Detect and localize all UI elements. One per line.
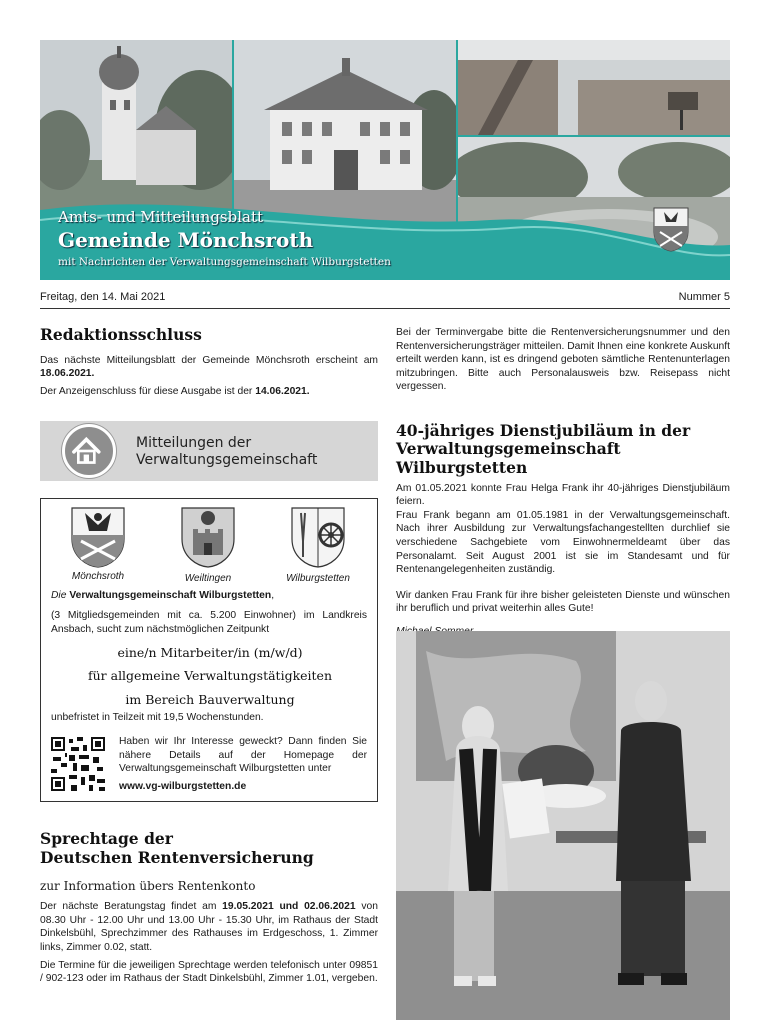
jubilaeum-paragraph-3: Wir danken Frau Frank für ihre bisher geleisteten Dienste und wünschen ihr beruflich und privat weiterhin alles Gute! xyxy=(396,589,730,615)
sprechtage-subtitle: zur Information übers Rentenkonto xyxy=(40,879,256,894)
sprechtage-title-1: Sprechtage der xyxy=(40,829,173,848)
crest-label-wilburgstetten: Wilburgstetten xyxy=(286,573,350,584)
rente-paragraph: Bei der Terminvergabe bitte die Rentenversicherungsnummer und den Rentenversicherungsträger mitteilen. Damit Ihnen eine konkrete Auskunft erteilt werden kann, ist es dringend geboten sämtliche Rentenunterlagen mitzubringen. Bitte auch Personalausweis bzw. Reisepass nicht vergessen. xyxy=(396,327,730,393)
job-homepage-link[interactable]: www.vg-wilburgstetten.de xyxy=(119,781,247,792)
house-icon xyxy=(62,424,116,478)
issue-date: Freitag, den 14. Mai 2021 xyxy=(40,291,166,303)
right-column xyxy=(396,326,730,652)
sprechtage-paragraph-2: Die Termine für die jeweiligen Sprechtage werden telefonisch unter 09851 / 902-123 oder im Rathaus der Stadt Dinkelsbühl, Zimmer 1.01, vergeben. xyxy=(40,959,378,985)
jubilaeum-title-2: Verwaltungsgemeinschaft Wilburgstetten xyxy=(396,439,621,478)
mitteilungen-header xyxy=(40,421,378,481)
eagle-crest-icon xyxy=(69,505,127,569)
sprechtage-paragraph-1: Der nächste Beratungstag findet am 19.05.2021 und 02.06.2021 von 08.30 Uhr - 12.00 Uhr und 13.00 Uhr - 15.30 Uhr, im Rathaus der Stadt Dinkelsbühl, Sprechzimmer des Rathauses im Erdgeschoss, 1. Zimmer links, Zimmer 0.02, statt. xyxy=(40,901,378,953)
wheel-crest-icon xyxy=(289,505,347,569)
job-heading-area: im Bereich Bauverwaltung xyxy=(125,692,295,707)
moenchsroth-crest-icon xyxy=(652,206,690,252)
left-column xyxy=(40,326,378,398)
redaktion-paragraph-1: Das nächste Mitteilungsblatt der Gemeinde Mönchsroth erscheint am 18.06.2021. xyxy=(40,354,378,380)
redaktion-paragraph-2: Der Anzeigenschluss für diese Ausgabe ist der 14.06.2021. xyxy=(40,385,310,397)
jubilaeum-title-1: 40-jähriges Dienstjubiläum in der xyxy=(396,420,691,440)
header-banner xyxy=(40,40,730,280)
job-advert-box xyxy=(40,498,378,802)
banner-line3: mit Nachrichten der Verwaltungsgemeinschaft Wilburgstetten xyxy=(58,256,391,268)
issue-dateline xyxy=(40,291,730,303)
banner-title-block xyxy=(58,208,391,268)
banner-line1: Amts- und Mitteilungsblatt xyxy=(58,208,264,226)
job-heading-duties: für allgemeine Verwaltungstätigkeiten xyxy=(87,668,333,683)
job-interest-text: Haben wir Ihr Interesse geweckt? Dann finden Sie nähere Details auf der Homepage der Verwaltungsgemeinschaft Wilburgstetten unter xyxy=(119,736,367,775)
jubilee-photo xyxy=(396,631,730,1020)
crest-label-moenchsroth: Mönchsroth xyxy=(71,571,125,582)
issue-number: Nummer 5 xyxy=(678,291,730,303)
sprechtage-section xyxy=(40,830,378,986)
sprechtage-title-2: Deutschen Rentenversicherung xyxy=(40,847,314,867)
qr-code-icon[interactable] xyxy=(49,735,107,793)
banner-line2: Gemeinde Mönchsroth xyxy=(58,228,314,252)
crest-label-weiltingen: Weiltingen xyxy=(184,573,232,584)
mitteilungen-title: Mitteilungen der Verwaltungsgemeinschaft xyxy=(136,435,318,468)
job-heading-position: eine/n Mitarbeiter/in (m/w/d) xyxy=(117,645,303,660)
redaktion-title: Redaktionsschluss xyxy=(40,325,202,344)
jubilaeum-paragraph-2: Frau Frank begann am 01.05.1981 in der Verwaltungsgemeinschaft. Nach ihrer Ausbildung zur Verwaltungsfachangestellten durchlief sie verschiedene Sachgebiete vom Einwohnermeldeamt über das Personalamt. Seit August 2001 ist sie im Standesamt und für Rentenangelegenheiten zuständig. xyxy=(396,509,730,576)
header-rule xyxy=(40,308,730,309)
job-terms: unbefristet in Teilzeit mit 19,5 Wochenstunden. xyxy=(51,712,264,723)
job-intro: Die Verwaltungsgemeinschaft Wilburgstetten, xyxy=(51,590,275,601)
castle-crest-icon xyxy=(179,505,237,569)
ruins-photo xyxy=(458,40,730,135)
jubilaeum-paragraph-1: Am 01.05.2021 konnte Frau Helga Frank ihr 40-jähriges Dienstjubiläum feiern. xyxy=(396,482,730,508)
job-description: (3 Mitgliedsgemeinden mit ca. 5.200 Einwohner) im Landkreis Ansbach, sucht zum nächstmöglichen Zeitpunkt xyxy=(51,610,367,635)
